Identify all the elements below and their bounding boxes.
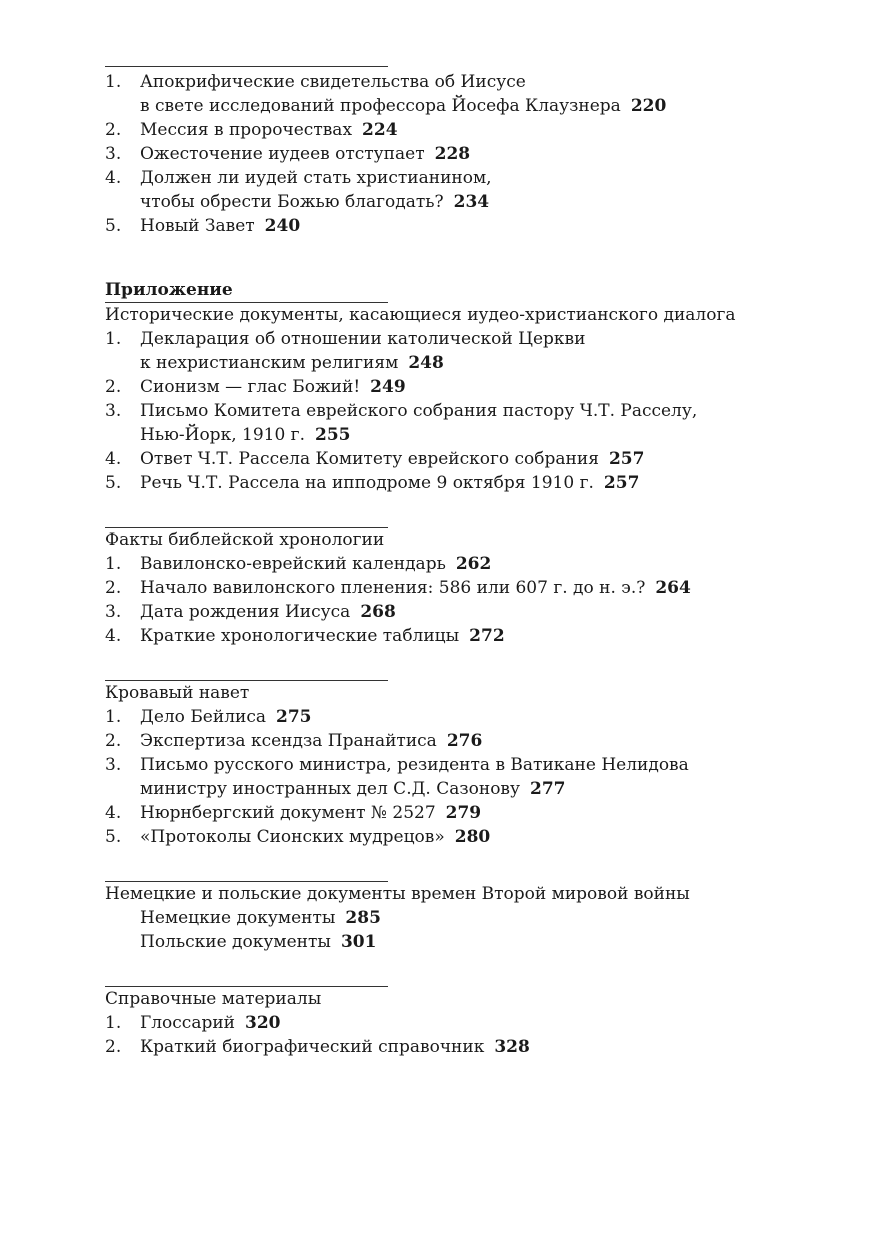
- reference-section: [105, 986, 805, 1059]
- item-number: 4.: [105, 449, 122, 469]
- item-title: Краткий биографический справочник: [140, 1037, 485, 1057]
- page-number: 224: [362, 120, 398, 140]
- section-title: Исторические документы, касающиеся иудео-христианского диалога: [105, 305, 736, 325]
- section-title: Факты библейской хронологии: [105, 530, 385, 550]
- page-number: 279: [445, 803, 482, 823]
- page-number: 320: [245, 1013, 281, 1033]
- page-number: 280: [454, 827, 491, 847]
- item-title: Начало вавилонского пленения: 586 или 607 г. до н. э.?: [140, 578, 646, 598]
- toc-item[interactable]: [105, 118, 805, 142]
- page-number: 301: [340, 932, 377, 952]
- item-title: Ожесточение иудеев отступает: [140, 144, 425, 164]
- item-number: 1.: [105, 1013, 122, 1033]
- item-number: 5.: [105, 473, 122, 493]
- item-number: 3.: [105, 401, 122, 421]
- item-number: 1.: [105, 72, 122, 92]
- item-title: Краткие хронологические таблицы: [140, 626, 460, 646]
- item-title: Сионизм — глас Божий!: [140, 377, 361, 397]
- toc-item[interactable]: [105, 214, 805, 238]
- toc-item[interactable]: [105, 729, 805, 753]
- page-number: 272: [469, 626, 505, 646]
- toc-item[interactable]: [105, 930, 805, 954]
- toc-item[interactable]: [105, 1035, 805, 1059]
- page-number: 234: [453, 192, 490, 212]
- item-number: 4.: [105, 626, 122, 646]
- toc-item[interactable]: [105, 70, 805, 118]
- item-number: 4.: [105, 168, 122, 188]
- item-title: Речь Ч.Т. Рассела на ипподроме 9 октября 1910 г.: [140, 473, 594, 493]
- item-number: 2.: [105, 578, 122, 598]
- toc-item[interactable]: [105, 825, 805, 849]
- toc-item[interactable]: [105, 327, 805, 375]
- item-number: 3.: [105, 144, 122, 164]
- item-title-cont: Нью-Йорк, 1910 г.: [140, 425, 305, 445]
- section-title: Немецкие и польские документы времен Второй мировой войны: [105, 884, 690, 904]
- page-number: 255: [314, 425, 351, 445]
- section-title: Кровавый навет: [105, 683, 250, 703]
- item-title: Глоссарий: [140, 1013, 236, 1033]
- page-number: 275: [276, 707, 312, 727]
- appendix-heading: Приложение: [105, 280, 233, 300]
- toc-item[interactable]: [105, 552, 805, 576]
- page-number: 264: [655, 578, 691, 598]
- page-number: 276: [446, 731, 483, 751]
- toc-item[interactable]: [105, 576, 805, 600]
- item-number: 2.: [105, 731, 122, 751]
- item-number: 4.: [105, 803, 122, 823]
- page-number: 240: [264, 216, 301, 236]
- page-number: 262: [455, 554, 492, 574]
- item-number: 2.: [105, 120, 122, 140]
- ww2-documents-section: [105, 881, 805, 954]
- item-title: Ответ Ч.Т. Рассела Комитету еврейского собрания: [140, 449, 599, 469]
- historical-documents-section: [105, 303, 805, 495]
- item-number: 5.: [105, 827, 122, 847]
- item-title: Вавилонско-еврейский календарь: [140, 554, 446, 574]
- page-number: 257: [603, 473, 640, 493]
- chronology-section: [105, 527, 805, 648]
- item-title: Апокрифические свидетельства об Иисусе: [140, 72, 526, 92]
- item-title: Письмо русского министра, резидента в Ватикане Нелидова: [140, 755, 689, 775]
- page-number: 328: [494, 1037, 530, 1057]
- item-title: Польские документы: [140, 932, 331, 952]
- item-number: 2.: [105, 1037, 122, 1057]
- item-title: Письмо Комитета еврейского собрания пастору Ч.Т. Расселу,: [140, 401, 698, 421]
- item-number: 3.: [105, 602, 122, 622]
- toc-item[interactable]: [105, 142, 805, 166]
- blood-libel-section: [105, 680, 805, 849]
- page-number: 285: [345, 908, 381, 928]
- item-number: 2.: [105, 377, 122, 397]
- item-number: 1.: [105, 329, 122, 349]
- toc-item[interactable]: [105, 624, 805, 648]
- item-title: Немецкие документы: [140, 908, 336, 928]
- toc-item[interactable]: [105, 471, 805, 495]
- toc-item[interactable]: [105, 801, 805, 825]
- page-number: 248: [408, 353, 444, 373]
- item-title-cont: министру иностранных дел С.Д. Сазонову: [140, 779, 521, 799]
- item-title-cont: в свете исследований профессора Йосефа Клаузнера: [140, 96, 621, 116]
- toc-item[interactable]: [105, 399, 805, 447]
- toc-item[interactable]: [105, 600, 805, 624]
- item-number: 1.: [105, 554, 122, 574]
- table-of-contents: [105, 66, 805, 1059]
- item-title-cont: к нехристианским религиям: [140, 353, 399, 373]
- toc-item[interactable]: [105, 166, 805, 214]
- item-number: 5.: [105, 216, 122, 236]
- item-title: Нюрнбергский документ № 2527: [140, 803, 436, 823]
- page-number: 220: [630, 96, 667, 116]
- page-number: 268: [360, 602, 396, 622]
- item-number: 1.: [105, 707, 122, 727]
- toc-item[interactable]: [105, 1011, 805, 1035]
- toc-item[interactable]: [105, 906, 805, 930]
- item-title: Новый Завет: [140, 216, 255, 236]
- toc-item[interactable]: [105, 447, 805, 471]
- section-title: Справочные материалы: [105, 989, 322, 1009]
- toc-item[interactable]: [105, 753, 805, 801]
- item-title: «Протоколы Сионских мудрецов»: [140, 827, 445, 847]
- item-title-cont: чтобы обрести Божью благодать?: [140, 192, 444, 212]
- item-title: Дата рождения Иисуса: [140, 602, 351, 622]
- page-number: 257: [608, 449, 645, 469]
- page-number: 277: [530, 779, 566, 799]
- page-number: 228: [434, 144, 471, 164]
- toc-item[interactable]: [105, 705, 805, 729]
- item-title: Мессия в пророчествах: [140, 120, 353, 140]
- item-title: Должен ли иудей стать христианином,: [140, 168, 492, 188]
- item-title: Декларация об отношении католической Церкви: [140, 329, 586, 349]
- item-title: Дело Бейлиса: [140, 707, 266, 727]
- item-title: Экспертиза ксендза Пранайтиса: [140, 731, 437, 751]
- page-number: 249: [370, 377, 406, 397]
- item-number: 3.: [105, 755, 122, 775]
- chapter-section: [105, 66, 805, 238]
- toc-item[interactable]: [105, 375, 805, 399]
